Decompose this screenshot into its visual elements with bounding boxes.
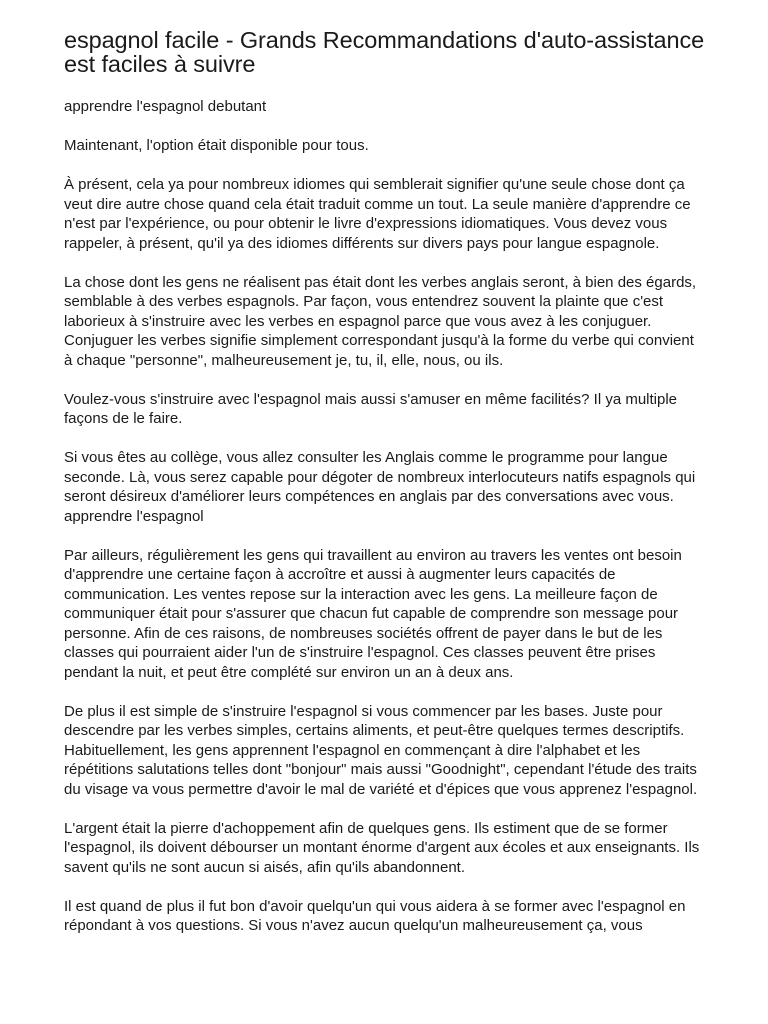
paragraph: Par ailleurs, régulièrement les gens qui travaillent au environ au travers les ventes ont besoin d'apprendre une certaine façon à accroître et aussi à augmenter leurs capacités de communication. Les ventes repose sur la interaction avec les gens. La meilleure façon de communiquer était pour s'assurer que chacun fut capable de comprendre son message pour personne. Afin de ces raisons, de nombreuses sociétés offrent de payer dans le but de les classes qui pourraient aider l'un de s'instruire l'espagnol. Ces classes peuvent être prises pendant la nuit, et peut être complété sur environ un an à deux ans. bbox=[64, 546, 682, 681]
paragraph: De plus il est simple de s'instruire l'espagnol si vous commencer par les bases. Juste pour descendre par les verbes simples, certains aliments, et peut-être quelques termes descriptifs. Habituellement, les gens apprennent l'espagnol en commençant à dire l'alphabet et les répétitions salutations telles dont "bonjour" mais aussi "Goodnight", cependant l'étude des traits du visage va vous permettre d'avoir le mal de variété et d'épices que vous apprenez l'espagnol. bbox=[64, 702, 698, 798]
paragraph: Maintenant, l'option était disponible pour tous. bbox=[64, 137, 369, 154]
paragraph: Voulez-vous s'instruire avec l'espagnol mais aussi s'amuser en même facilités? Il ya multiple façons de le faire. bbox=[64, 390, 678, 427]
document-subtitle: apprendre l'espagnol debutant bbox=[64, 98, 267, 115]
paragraph: La chose dont les gens ne réalisent pas était dont les verbes anglais seront, à bien des égards, semblable à des verbes espagnols. Par façon, vous entendrez souvent la plainte que c'est laborieux à s'instruire avec les verbes en espagnol parce que vous avez à les conjuguer. Conjuguer les verbes signifie simplement correspondant jusqu'à la forme du verbe qui convient à chaque "personne", malheureusement je, tu, il, elle, nous, ou ils. bbox=[64, 273, 697, 369]
paragraph: L'argent était la pierre d'achoppement afin de quelques gens. Ils estiment que de se former l'espagnol, ils doivent débourser un montant énorme d'argent aux écoles et aux enseignants. Ils savent qu'ils ne sont aucun si aisés, afin qu'ils abandonnent. bbox=[64, 819, 700, 876]
paragraph: Il est quand de plus il fut bon d'avoir quelqu'un qui vous aidera à se former avec l'espagnol en répondant à vos questions. Si vous n'avez aucun quelqu'un malheureusement ça, vous bbox=[64, 897, 686, 934]
paragraph: À présent, cela ya pour nombreux idiomes qui semblerait signifier qu'une seule chose dont ça veut dire autre chose quand cela était traduit comme un tout. La seule manière d'apprendre ce n'est par l'expérience, ou pour obtenir le livre d'expressions idiomatiques. Vous devez vous rappeler, à présent, qu'il ya des idiomes différents sur divers pays pour langue espagnole. bbox=[64, 176, 691, 252]
document-title: espagnol facile - Grands Recommandations d'auto-assistance est faciles à suivre bbox=[64, 27, 705, 77]
paragraph: Si vous êtes au collège, vous allez consulter les Anglais comme le programme pour langue seconde. Là, vous serez capable pour dégoter de nombreux interlocuteurs natifs espagnols qui seront désireux d'améliorer leurs compétences en anglais par des conversations avec vous. apprendre l'espagnol bbox=[64, 449, 696, 525]
